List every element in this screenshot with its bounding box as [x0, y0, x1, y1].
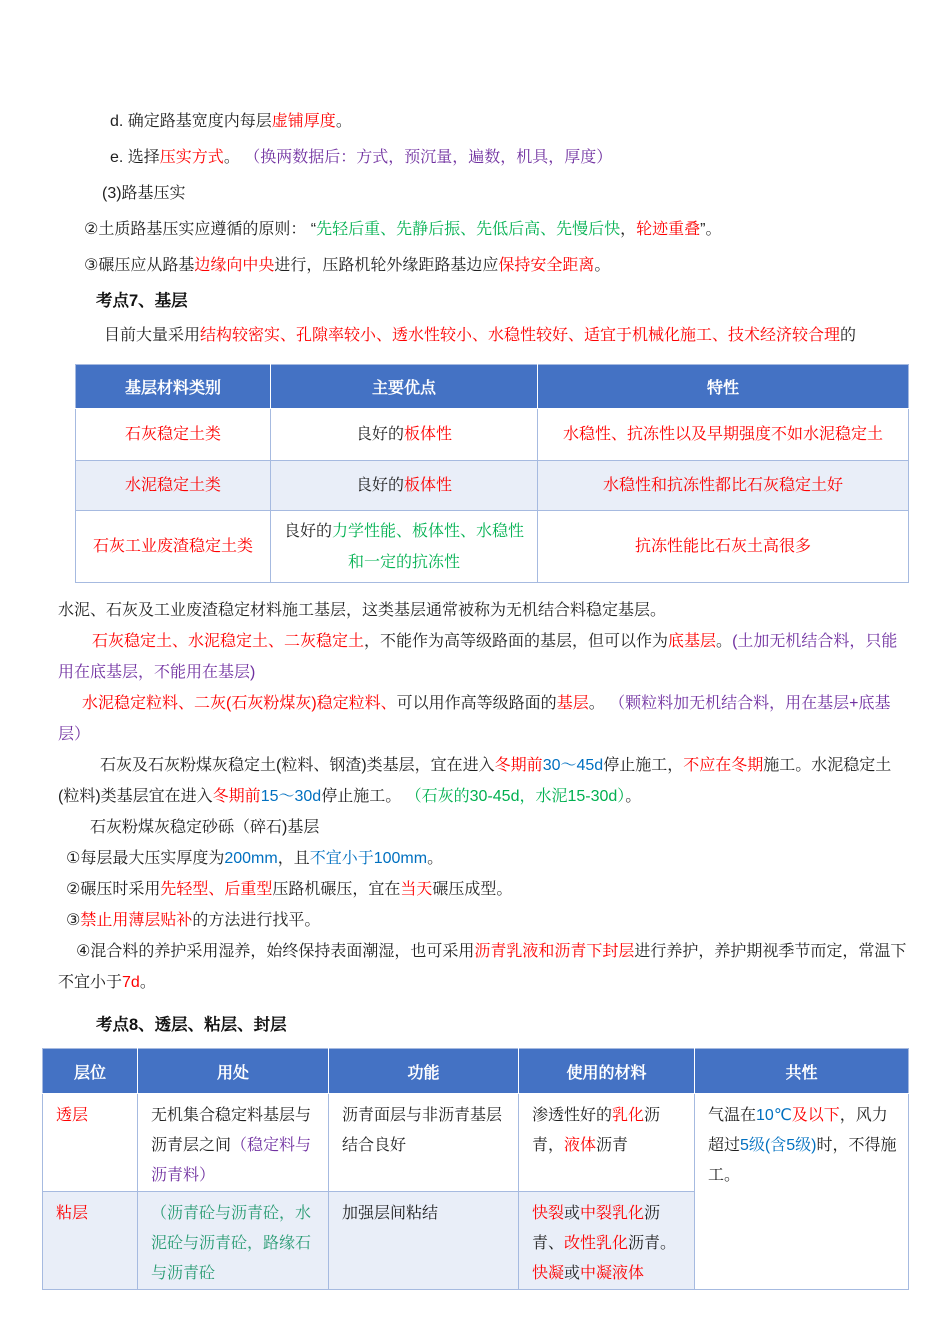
table-cell: 水稳性和抗冻性都比石灰稳定土好 [538, 461, 909, 511]
paragraph-step3: ③禁止用薄层贴补的方法进行找平。 [66, 912, 321, 929]
table-cell: 透层 [43, 1094, 138, 1192]
table-cell: 良好的板体性 [271, 461, 538, 511]
table-cell: 粘层 [43, 1192, 138, 1290]
table-header-row [76, 365, 909, 409]
table-cell: 石灰稳定土类 [76, 409, 271, 461]
table-cell: 沥青面层与非沥青基层结合良好 [329, 1094, 519, 1192]
list-item-e: e. 选择压实方式。 （换两数据后：方式，预沉量，遍数，机具，厚度） [110, 149, 613, 166]
heading-kaodian7: 考点7、基层 [96, 292, 188, 310]
table-cell: 良好的板体性 [271, 409, 538, 461]
column-header-main-advantage: 主要优点 [271, 365, 538, 409]
paragraph-step1: ①每层最大压实厚度为200mm，且不宜小于100mm。 [66, 850, 444, 867]
paragraph-stabilized-soil: 石灰稳定土、水泥稳定土、二灰稳定土，不能作为高等级路面的基层，但可以作为底基层。(土加无机结合料，只能用在底基层，不能用在基层) [58, 633, 898, 681]
paragraph-base-intro: 目前大量采用结构较密实、孔隙率较小、透水性较小、水稳性较好、适宜于机械化施工、技术经济较合理的 [104, 327, 857, 344]
table-row-lime-industrial-waste [76, 511, 909, 583]
table-cell: 加强层间粘结 [329, 1192, 519, 1290]
column-header-characteristic: 特性 [538, 365, 909, 409]
prime-tack-seal-table [42, 1048, 909, 1290]
table-cell: 快裂或中裂乳化沥青、改性乳化沥青。快凝或中凝液体 [519, 1192, 695, 1290]
paragraph-step2: ②碾压时采用先轻型、后重型压路机碾压，宜在当天碾压成型。 [66, 881, 513, 898]
paragraph-stabilized-granular: 水泥稳定粒料、二灰(石灰粉煤灰)稳定粒料、可以用作高等级路面的基层。 （颗粒料加无机结合料，用在基层+底基层） [58, 695, 891, 743]
table-cell: 水泥稳定土类 [76, 461, 271, 511]
note-compaction-principle: ②土质路基压实应遵循的原则： “先轻后重、先静后振、先低后高、先慢后快，轮迹重叠”。 [84, 221, 722, 238]
table-cell: 抗冻性能比石灰土高很多 [538, 511, 909, 583]
table-cell: 良好的力学性能、板体性、水稳性和一定的抗冻性 [271, 511, 538, 583]
paragraph-lime-flyash-gravel: 石灰粉煤灰稳定砂砾（碎石)基层 [90, 819, 320, 836]
column-header-material-used: 使用的材料 [519, 1049, 695, 1094]
note-rolling-direction: ③碾压应从路基边缘向中央进行，压路机轮外缘距路基边应保持安全距离。 [84, 257, 611, 274]
table-cell: （沥青砼与沥青砼，水泥砼与沥青砼，路缘石与沥青砼 [138, 1192, 329, 1290]
column-header-commonality: 共性 [695, 1049, 909, 1094]
list-item-3: (3)路基压实 [102, 185, 186, 202]
paragraph-winter-construction: 石灰及石灰粉煤灰稳定土(粒料、钢渣)类基层，宜在进入冬期前30～45d停止施工，不应在冬期施工。水泥稳定土(粒料)类基层宜在进入冬期前15～30d停止施工。 （石灰的30-45d，水泥15-30d）。 [58, 757, 892, 805]
table-cell: 无机集合稳定料基层与沥青层之间（稳定料与沥青料） [138, 1094, 329, 1192]
column-header-function: 功能 [329, 1049, 519, 1094]
column-header-usage: 用处 [138, 1049, 329, 1094]
heading-kaodian8: 考点8、透层、粘层、封层 [96, 1016, 287, 1034]
base-material-table [75, 364, 909, 583]
list-item-d: d. 确定路基宽度内每层虚铺厚度。 [110, 113, 352, 130]
table-row-lime-stabilized [76, 409, 909, 461]
column-header-layer: 层位 [43, 1049, 138, 1094]
table-header-row [43, 1049, 909, 1094]
table-row-prime-coat [43, 1094, 909, 1192]
column-header-material-type: 基层材料类别 [76, 365, 271, 409]
table-cell: 水稳性、抗冻性以及早期强度不如水泥稳定土 [538, 409, 909, 461]
table-row-cement-stabilized [76, 461, 909, 511]
table-cell-commonality: 气温在10℃及以下，风力超过5级(含5级)时，不得施工。 [695, 1094, 909, 1290]
table-cell: 渗透性好的乳化沥青，液体沥青 [519, 1094, 695, 1192]
paragraph-step4: ④混合料的养护采用湿养，始终保持表面潮湿，也可采用沥青乳液和沥青下封层进行养护，养护期视季节而定，常温下不宜小于7d。 [58, 943, 907, 991]
table-cell: 石灰工业废渣稳定土类 [76, 511, 271, 583]
paragraph-inorganic-binder: 水泥、石灰及工业废渣稳定材料施工基层，这类基层通常被称为无机结合料稳定基层。 [58, 602, 667, 619]
